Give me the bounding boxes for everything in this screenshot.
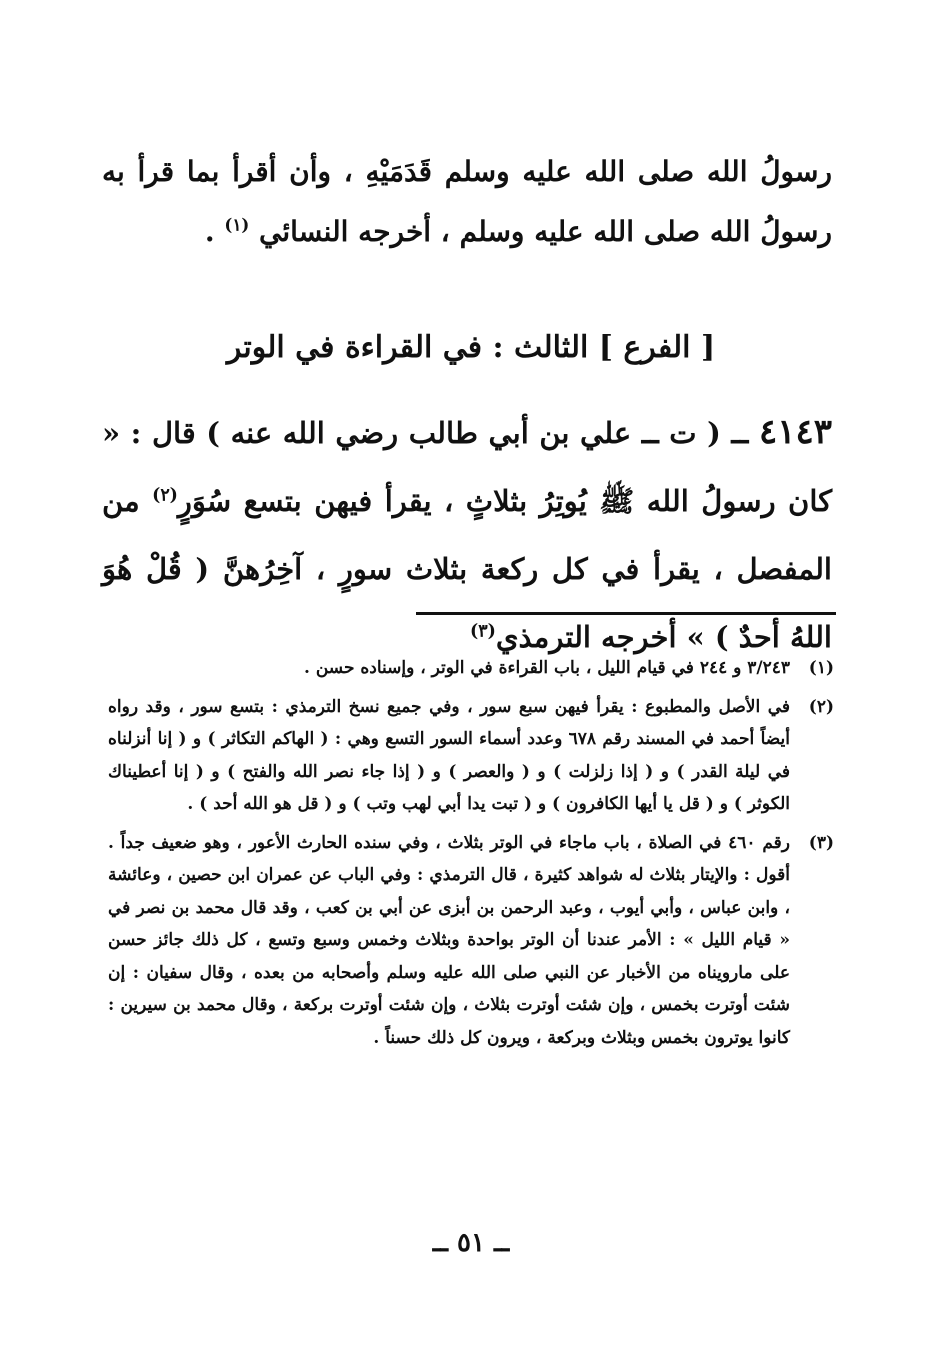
hadith-paragraph — [102, 398, 832, 671]
page-number: ــ ٥١ ــ — [432, 1228, 510, 1258]
continued-paragraph — [102, 142, 832, 262]
hadith-number: ٤١٤٣ — [758, 412, 832, 452]
footnote — [108, 691, 834, 821]
section-heading: [ الفرع ] الثالث : في القراءة في الوتر — [226, 330, 716, 365]
footnote — [108, 827, 834, 1055]
footnote-label: (٢) — [808, 696, 834, 717]
paragraph-text: رسولُ الله صلى الله عليه وسلم قَدَمَيْهِ ، وأن أقرأ بما قرأ به رسولُ الله صلى الله عليه وسلم ، أخرجه النسائي — [102, 155, 832, 248]
hadith-text-continued: من المفصل ، يقرأ في كل ركعة بثلاث سورٍ ، آخِرُهنَّ ( قُلْ هُوَ اللهُ أحدٌ ) » أخرجه الترمذي — [102, 484, 832, 654]
footnote-label: (١) — [808, 658, 834, 678]
footnote-text: ٣/٢٤٣ و ٢٤٤ في قيام الليل ، باب القراءة في الوتر ، وإسناده حسن . — [304, 658, 790, 678]
footnote-ref-3: (٣) — [470, 621, 496, 642]
footnote-separator — [416, 612, 836, 615]
footnote — [108, 652, 834, 685]
hadith-text: ــ ( ت ــ علي بن أبي طالب رضي الله عنه ) قال : « كان رسولُ الله ﷺ يُوتِرُ بثلاثٍ ، يقرأ فيهن بتسع سُوَرٍ — [102, 416, 832, 518]
footnote-label: (٣) — [808, 832, 834, 853]
footnotes — [108, 652, 834, 1060]
footnote-ref-2: (٢) — [152, 485, 178, 506]
footnote-text: رقم ٤٦٠ في الصلاة ، باب ماجاء في الوتر بثلاث ، وفي سنده الحارث الأعور ، وهو ضعيف جداً . أقول : والإيتار بثلاث له شواهد كثيرة ، قال الترمذي : وفي الباب عن عمران ابن حصين ، وعائشة ، وابن عباس ، وأبي أيوب ، وعبد الرحمن بن أبزى عن أبي بن كعب ، وقد قال محمد بن نصر في « قيام الليل » : الأمر عندنا أن الوتر بواحدة وبثلاث وخمس وسبع وتسع ، كل ذلك جائز حسن على مارويناه من الأخبار عن النبي صلى الله عليه وسلم وأصحابه من بعده ، وقال سفيان : إن شئت أوترت بخمس ، وإن شئت أوترت بثلاث ، وإن شئت أوترت بركعة ، وقال محمد بن سيرين : كانوا يوترون بخمس وبثلاث وبركعة ، ويرون كل ذلك حسناً . — [108, 832, 790, 1048]
footnote-ref-1: (١) — [224, 214, 250, 235]
footnote-text: في الأصل والمطبوع : يقرأ فيهن سبع سور ، وفي جميع نسخ الترمذي : بتسع سور ، وقد رواه أيضاً أحمد في المسند رقم ٦٧٨ وعدد أسماء السور التسع وهي : ( الهاكم التكاثر ) و ( إنا أنزلناه في ليلة القدر ) و ( إذا زلزلت ) و ( والعصر ) و ( إذا جاء نصر الله والفتح ) و ( إنا أعطيناك الكوثر ) و ( قل يا أيها الكافرون ) و ( تبت يدا أبي لهب وتب ) و ( قل هو الله أحد ) . — [108, 696, 790, 814]
paragraph-end: . — [204, 215, 215, 248]
